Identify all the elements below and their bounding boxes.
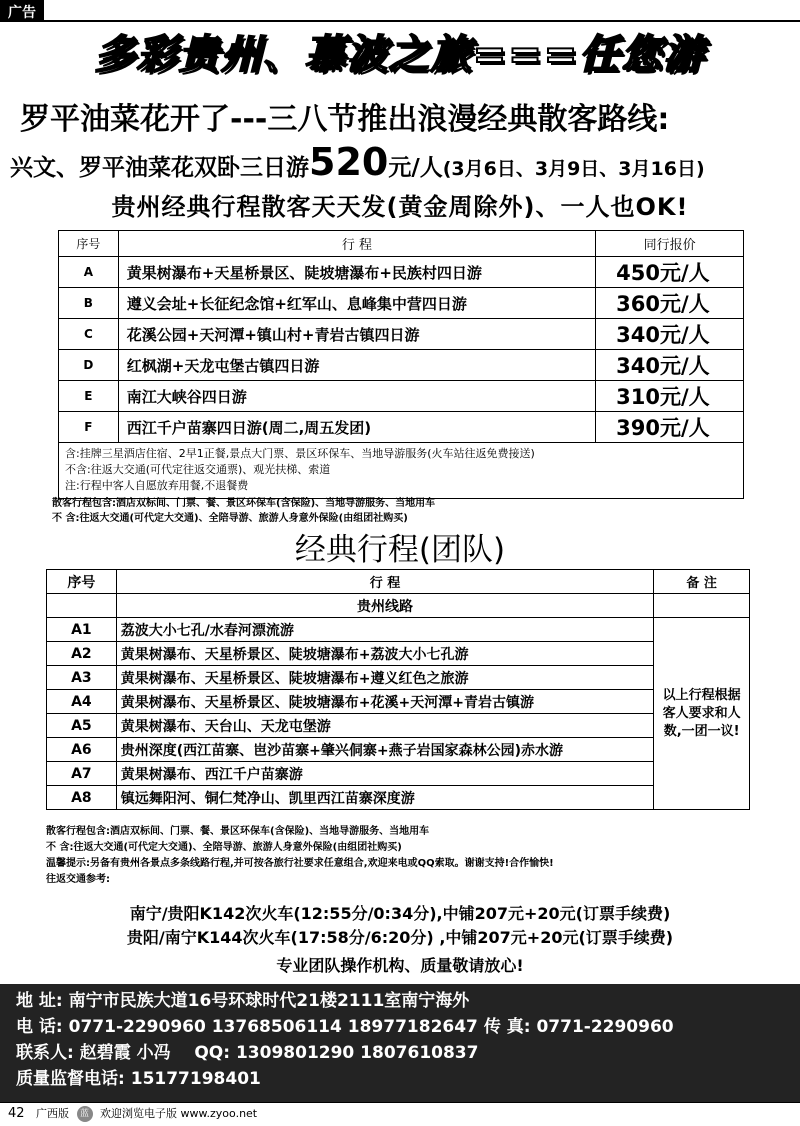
- logo-badge-icon: 蓝: [77, 1106, 93, 1122]
- row-price: 340元/人: [596, 350, 744, 381]
- header-remark: 备 注: [654, 570, 750, 594]
- train-info: [0, 902, 800, 978]
- note-line: 不 含:往返大交通(可代定大交通)、全陪导游、旅游人身意外保险(由组团社购买): [46, 842, 402, 853]
- table-header-row: [47, 570, 750, 594]
- row-code: A1: [47, 618, 117, 642]
- table-row: [47, 618, 750, 642]
- site-text: 欢迎浏览电子版 www.zyoo.net: [100, 1107, 258, 1120]
- section-label: 贵州线路: [116, 594, 654, 618]
- person-label: 联系人:: [16, 1043, 74, 1063]
- note-remark: 注:行程中客人自愿放弃用餐,不退餐费: [65, 479, 249, 492]
- fax-label: 传 真:: [483, 1017, 531, 1037]
- phone-label: 电 话:: [16, 1017, 63, 1037]
- header-code: 序号: [47, 570, 117, 594]
- address-value: 南宁市民族大道16号环球时代21楼2111室南宁海外: [68, 991, 470, 1011]
- table-row: [47, 714, 750, 738]
- supervision-row: [16, 1066, 790, 1092]
- row-code: A6: [47, 738, 117, 762]
- row-code: E: [59, 381, 119, 412]
- offer-name: 兴文、罗平油菜花双卧三日游: [10, 155, 309, 181]
- row-code: D: [59, 350, 119, 381]
- note-line: 不 含:往返大交通(可代定大交通)、全陪导游、旅游人身意外保险(由组团社购买): [52, 513, 408, 524]
- note-includes: 含:挂牌三星酒店住宿、2早1正餐,景点大门票、景区环保车、当地导游服务(火车站往返免费接送): [65, 447, 535, 460]
- row-route: 花溪公园+天河潭+镇山村+青岩古镇四日游: [118, 319, 595, 350]
- row-code: F: [59, 412, 119, 443]
- row-route: 贵州深度(西江苗寨、岜沙苗寨+肇兴侗寨+燕子岩国家森林公园)赤水游: [116, 738, 654, 762]
- group-tour-table: [46, 569, 750, 810]
- header-code: 序号: [59, 231, 119, 257]
- row-code: A: [59, 257, 119, 288]
- row-price: 450元/人: [596, 257, 744, 288]
- person-value: 赵碧霞 小冯: [79, 1043, 171, 1063]
- row-code: A7: [47, 762, 117, 786]
- ad-tag: [0, 0, 800, 22]
- row-route: 黄果树瀑布、天星桥景区、陡坡塘瀑布+荔波大小七孔游: [116, 642, 654, 666]
- table-row: [59, 381, 744, 412]
- row-code: A4: [47, 690, 117, 714]
- edition-label: 广西版: [36, 1107, 70, 1120]
- row-price: 340元/人: [596, 319, 744, 350]
- page-number: 42: [8, 1106, 25, 1121]
- group-remark: 以上行程根据客人要求和人数,一团一议!: [654, 618, 750, 810]
- scattered-tour-table: [58, 230, 744, 499]
- note-line: 温馨提示:另备有贵州各景点多条线路行程,并可按各旅行社要求任意组合,欢迎来电或QQ索取。谢谢支持!合作愉快!: [46, 858, 554, 869]
- phone-value: 0771-2290960 13768506114 18977182647: [68, 1017, 478, 1037]
- row-route: 遵义会址+长征纪念馆+红军山、息峰集中营四日游: [118, 288, 595, 319]
- table-notes: [59, 443, 744, 499]
- row-route: 西江千户苗寨四日游(周二,周五发团): [118, 412, 595, 443]
- section-empty-cell: [654, 594, 750, 618]
- row-route: 黄果树瀑布、天星桥景区、陡坡塘瀑布+花溪+天河潭+青岩古镇游: [116, 690, 654, 714]
- offer-dates: (3月6日、3月9日、3月16日): [442, 158, 705, 180]
- page-footer: [0, 1102, 800, 1126]
- table-row: [59, 319, 744, 350]
- note-line: 散客行程包含:酒店双标间、门票、餐、景区环保车(含保险)、当地导游服务、当地用车: [52, 498, 436, 509]
- row-route: 荔波大小七孔/水春河漂流游: [116, 618, 654, 642]
- address-label: 地 址:: [16, 991, 63, 1011]
- classic-section-title: 经典行程(团队): [294, 532, 506, 568]
- contact-panel: [0, 984, 800, 1102]
- table-notes-row: [59, 443, 744, 499]
- row-price: 390元/人: [596, 412, 744, 443]
- row-route: 黄果树瀑布、天星桥景区、陡坡塘瀑布+遵义红色之旅游: [116, 666, 654, 690]
- header-route: 行 程: [118, 231, 595, 257]
- headline-offer: [10, 142, 800, 189]
- table-row: [47, 786, 750, 810]
- supervision-value: 15177198401: [130, 1069, 261, 1089]
- table-row: [47, 762, 750, 786]
- scattered-notes: [52, 496, 435, 526]
- header-route: 行 程: [116, 570, 654, 594]
- row-code: B: [59, 288, 119, 319]
- row-route: 黄果树瀑布、西江千户苗寨游: [116, 762, 654, 786]
- table-header-row: [59, 231, 744, 257]
- table-row: [59, 350, 744, 381]
- person-row: [16, 1040, 790, 1066]
- banner-title: 多彩贵州、慕波之旅===任您游: [94, 32, 706, 78]
- slogan: 专业团队操作机构、质量敬请放心!: [276, 956, 524, 975]
- table-row: [47, 642, 750, 666]
- note-line: 散客行程包含:酒店双标间、门票、餐、景区环保车(含保险)、当地导游服务、当地用车: [46, 826, 430, 837]
- group-notes: [46, 824, 554, 888]
- row-code: A5: [47, 714, 117, 738]
- sub-heading: 贵州经典行程散客天天发(黄金周除外)、一人也OK!: [111, 193, 689, 221]
- table-row: [59, 288, 744, 319]
- ad-tag-label: 广告: [0, 0, 44, 20]
- qq-label: QQ:: [194, 1043, 231, 1063]
- header-price: 同行报价: [596, 231, 744, 257]
- note-excludes: 不含:往返大交通(可代定往返交通票)、观光扶梯、索道: [65, 463, 331, 476]
- row-route: 南江大峡谷四日游: [118, 381, 595, 412]
- section-empty-cell: [47, 594, 117, 618]
- section-row: [47, 594, 750, 618]
- table-row: [47, 738, 750, 762]
- table-row: [47, 690, 750, 714]
- row-code: A2: [47, 642, 117, 666]
- note-line: 往返交通参考:: [46, 874, 110, 885]
- table-row: [47, 666, 750, 690]
- row-route: 镇远舞阳河、铜仁梵净山、凯里西江苗寨深度游: [116, 786, 654, 810]
- row-price: 310元/人: [596, 381, 744, 412]
- offer-unit: 元/人: [388, 155, 443, 181]
- row-route: 黄果树瀑布、天台山、天龙屯堡游: [116, 714, 654, 738]
- address-row: [16, 988, 790, 1014]
- phone-row: [16, 1014, 790, 1040]
- train-line-2: 贵阳/南宁K144次火车(17:58分/6:20分) ,中铺207元+20元(订票手续费): [126, 928, 674, 947]
- fax-value: 0771-2290960: [536, 1017, 674, 1037]
- offer-price: 520: [309, 140, 389, 184]
- qq-value: 1309801290 1807610837: [235, 1043, 479, 1063]
- table-row: [59, 257, 744, 288]
- table-row: [59, 412, 744, 443]
- row-code: A8: [47, 786, 117, 810]
- row-route: 红枫湖+天龙屯堡古镇四日游: [118, 350, 595, 381]
- row-route: 黄果树瀑布+天星桥景区、陡坡塘瀑布+民族村四日游: [118, 257, 595, 288]
- row-code: A3: [47, 666, 117, 690]
- headline-main: 罗平油菜花开了---三八节推出浪漫经典散客路线:: [20, 102, 670, 137]
- supervision-label: 质量监督电话:: [16, 1069, 125, 1089]
- row-code: C: [59, 319, 119, 350]
- row-price: 360元/人: [596, 288, 744, 319]
- train-line-1: 南宁/贵阳K142次火车(12:55分/0:34分),中铺207元+20元(订票手续费): [129, 904, 671, 923]
